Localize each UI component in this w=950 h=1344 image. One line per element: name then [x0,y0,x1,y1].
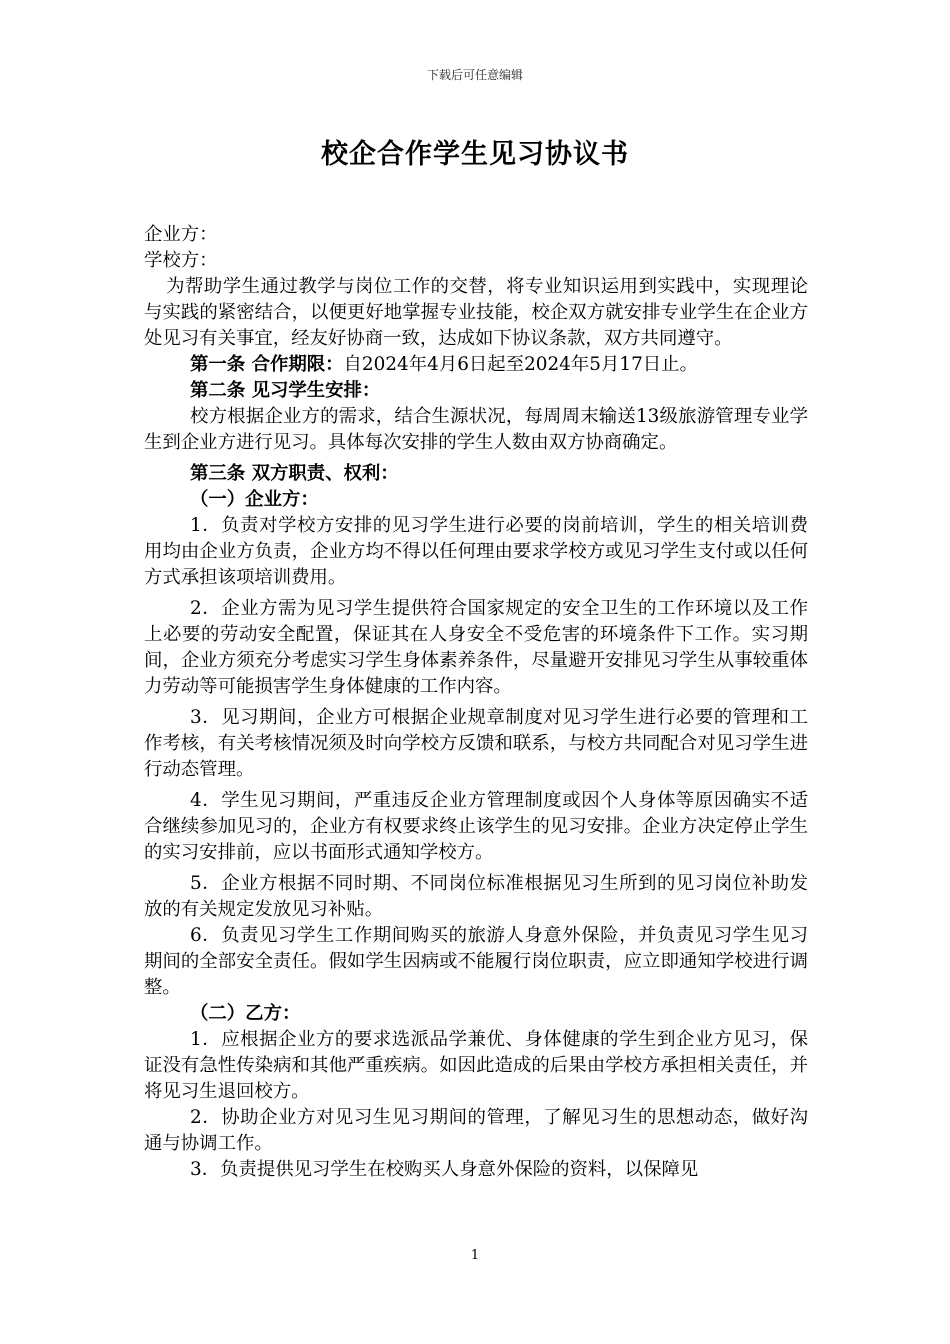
header-note: 下载后可任意编辑 [426,68,523,82]
section-1-item: 3．见习期间，企业方可根据企业规章制度对见习学生进行必要的管理和工作考核，有关考核情况须及时向学校方反馈和联系，与校方共同配合对见习学生进行动态管理。 [144,707,808,780]
article-1-text: 自2024年4月6日起至2024年5月17日止。 [343,354,698,375]
section-2-item: 1．应根据企业方的要求选派品学兼优、身体健康的学生到企业方见习，保证没有急性传染病和其他严重疾病。如因此造成的后果由学校方承担相关责任，并将见习生退回校方。 [144,1029,808,1102]
party-enterprise-line: 企业方： [144,224,218,245]
document-body [144,222,808,1183]
intro-paragraph: 为帮助学生通过教学与岗位工作的交替，将专业知识运用到实践中，实现理论与实践的紧密结合，以便更好地掌握专业技能，校企双方就安排专业学生在企业方处见习有关事宜，经友好协商一致，达成如下协议条款，双方共同遵守。 [144,276,808,349]
section-1-heading: （一）企业方： [190,489,319,510]
article-2-heading: 第二条 见习学生安排： [190,380,381,401]
section-1-item: 1．负责对学校方安排的见习学生进行必要的岗前培训，学生的相关培训费用均由企业方负责，企业方均不得以任何理由要求学校方或见习学生支付或以任何方式承担该项培训费用。 [144,515,808,588]
article-1-heading: 第一条 合作期限： [190,354,344,375]
article-1 [144,352,808,378]
section-2-item: 2．协助企业方对见习生见习期间的管理，了解见习生的思想动态，做好沟通与协调工作。 [144,1107,808,1154]
section-2-item: 3．负责提供见习学生在校购买人身意外保险的资料，以保障见 [190,1159,699,1180]
section-2-heading: （二）乙方： [190,1003,301,1024]
document-title: 校企合作学生见习协议书 [321,139,629,170]
section-1-item: 2．企业方需为见习学生提供符合国家规定的安全卫生的工作环境以及工作上必要的劳动安全配置，保证其在人身安全不受危害的环境条件下工作。实习期间，企业方须充分考虑实习学生身体素养条件，尽量避开安排见习学生从事较重体力劳动等可能损害学生身体健康的工作内容。 [144,598,808,697]
section-1-item: 4．学生见习期间，严重违反企业方管理制度或因个人身体等原因确实不适合继续参加见习的，企业方有权要求终止该学生的见习安排。企业方决定停止学生的实习安排前，应以书面形式通知学校方。 [144,790,808,863]
party-school-line: 学校方： [144,250,218,271]
article-2-text: 校方根据企业方的需求，结合生源状况，每周周末输送13级旅游管理专业学生到企业方进行见习。具体每次安排的学生人数由双方协商确定。 [144,406,808,453]
section-1-item: 6．负责见习学生工作期间购买的旅游人身意外保险，并负责见习学生见习期间的全部安全责任。假如学生因病或不能履行岗位职责，应立即通知学校进行调整。 [144,925,808,998]
section-1-item: 5．企业方根据不同时期、不同岗位标准根据见习生所到的见习岗位补助发放的有关规定发放见习补贴。 [144,873,808,920]
page-number: 1 [470,1248,480,1263]
article-3-heading: 第三条 双方职责、权利： [190,463,399,484]
